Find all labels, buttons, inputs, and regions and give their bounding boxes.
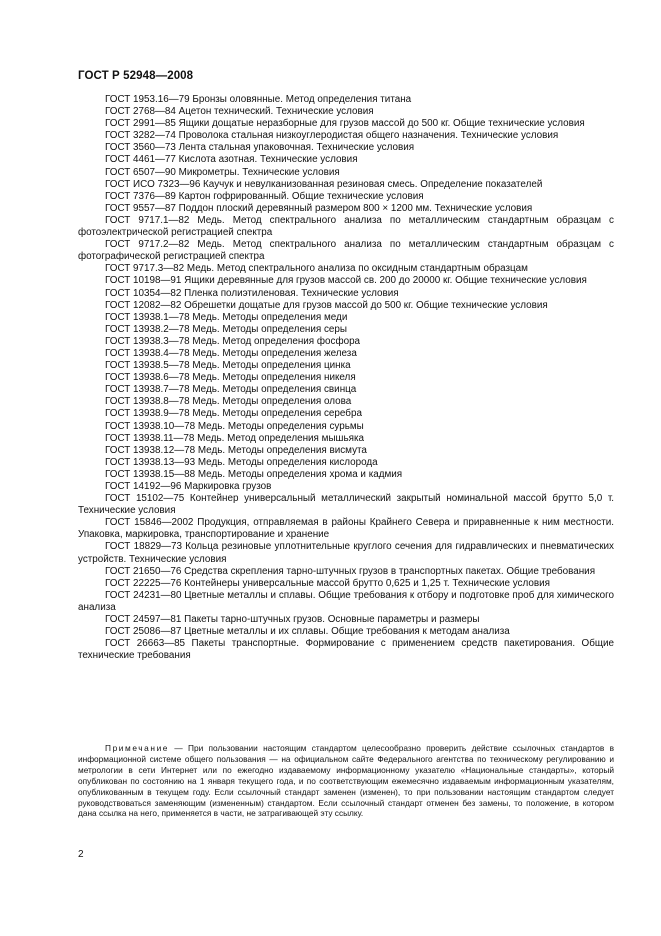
reference-item: ГОСТ 2768—84 Ацетон технический. Технические условия [105,106,374,118]
reference-item: ГОСТ 13938.9—78 Медь. Методы определения серебра [105,408,362,420]
reference-item: ГОСТ 22225—76 Контейнеры универсальные массой брутто 0,625 и 1,25 т. Технические условия [105,577,550,589]
reference-item: ГОСТ 9557—87 Поддон плоский деревянный размером 800 × 1200 мм. Технические условия [105,202,533,214]
reference-item: ГОСТ 13938.8—78 Медь. Методы определения олова [105,396,352,408]
reference-item: ГОСТ 13938.7—78 Медь. Методы определения свинца [105,384,357,396]
reference-item: ГОСТ 9717.3—82 Медь. Метод спектрального анализа по оксидным стандартным образцам [105,263,528,275]
note-paragraph [78,743,614,819]
reference-item: ГОСТ 26663—85 Пакеты транспортные. Формирование с применением средств пакетирования. Общие технические требования [78,638,614,662]
reference-item: ГОСТ 13938.10—78 Медь. Методы определения сурьмы [105,420,364,432]
reference-item: ГОСТ 1953.16—79 Бронзы оловянные. Метод определения титана [105,94,412,105]
reference-item: ГОСТ 15846—2002 Продукция, отправляемая в районы Крайнего Севера и приравненные к ним местности. Упаковка, маркировка, транспортирование и хранение [78,517,614,541]
reference-item: ГОСТ 13938.6—78 Медь. Методы определения никеля [105,372,356,384]
reference-item: ГОСТ 13938.1—78 Медь. Методы определения меди [105,311,348,323]
reference-item: ГОСТ 3560—73 Лента стальная упаковочная. Технические условия [105,142,415,154]
reference-item: ГОСТ 4461—77 Кислота азотная. Технические условия [105,154,358,166]
reference-item: ГОСТ 6507—90 Микрометры. Технические условия [105,166,340,178]
reference-item: ГОСТ 13938.15—88 Медь. Методы определения хрома и кадмия [105,468,403,480]
reference-item: ГОСТ 13938.3—78 Медь. Метод определения фосфора [105,335,361,347]
reference-item: ГОСТ 13938.13—93 Медь. Методы определения кислорода [105,456,378,468]
reference-item: ГОСТ 13938.4—78 Медь. Методы определения железа [105,347,357,359]
reference-item: ГОСТ 13938.11—78 Медь. Метод определения мышьяка [105,432,364,444]
reference-item: ГОСТ 25086—87 Цветные металлы и их сплавы. Общие требования к методам анализа [105,626,510,638]
reference-item: ГОСТ 24597—81 Пакеты тарно-штучных грузов. Основные параметры и размеры [105,614,480,626]
reference-item: ГОСТ 21650—76 Средства скрепления тарно-штучных грузов в транспортных пакетах. Общие требования [105,565,596,577]
reference-item: ГОСТ 15102—75 Контейнер универсальный металлический закрытый номинальной массой брутто 5,0 т. Технические условия [78,493,614,517]
reference-item: ГОСТ 10198—91 Ящики деревянные для грузов массой св. 200 до 20000 кг. Общие технические условия [105,275,587,287]
reference-item: ГОСТ 9717.1—82 Медь. Метод спектрального анализа по металлическим стандартным образцам с фотоэлектрической регистрацией спектра [78,214,614,239]
reference-item: ГОСТ 12082—82 Обрешетки дощатые для грузов массой до 500 кг. Общие технические условия [105,299,548,311]
reference-item: ГОСТ 13938.2—78 Медь. Методы определения серы [105,323,348,335]
reference-item: ГОСТ 7376—89 Картон гофрированный. Общие технические условия [105,190,424,202]
reference-item: ГОСТ 13938.12—78 Медь. Методы определения висмута [105,444,367,456]
document-header: ГОСТ Р 52948—2008 [78,70,194,82]
reference-item: ГОСТ 10354—82 Пленка полиэтиленовая. Технические условия [105,287,399,299]
reference-item: ГОСТ 9717.2—82 Медь. Метод спектрального анализа по металлическим стандартным образцам с фотографической регистрацией спектра [78,239,614,263]
reference-item: ГОСТ 14192—96 Маркировка грузов [105,481,272,492]
page-number: 2 [78,849,84,860]
reference-item: ГОСТ 3282—74 Проволока стальная низкоуглеродистая общего назначения. Технические условия [105,130,559,142]
reference-item: ГОСТ 13938.5—78 Медь. Методы определения цинка [105,360,351,372]
reference-item: ГОСТ 24231—80 Цветные металлы и сплавы. Общие требования к отбору и подготовке проб для химического анализа [78,589,614,613]
reference-item: ГОСТ ИСО 7323—96 Каучук и невулканизованная резиновая смесь. Определение показателей [105,178,543,190]
note-text: — При пользовании настоящим стандартом целесообразно проверить действие ссылочных стандартов в информационной системе общего пользования — на официальном сайте Федерального агентства по техническому регулированию и метрологии в сети Интернет или по ежегодно издаваемому информационному указателю «Национальные стандарты», который опубликован по состоянию на 1 января текущего года, и по соответствующим ежемесячно издаваемым информационным указателям, опубликованным в текущем году. Если ссылочный стандарт заменен (изменен), то при пользовании настоящим стандартом следует руководствоваться заменяющим (измененным) стандартом. Если ссылочный стандарт отменен без замены, то положение, в котором дана ссылка на него, применяется в части, не затрагивающей эту ссылку. [78,743,614,819]
reference-item: ГОСТ 2991—85 Ящики дощатые неразборные для грузов массой до 500 кг. Общие технические условия [105,118,585,130]
reference-item: ГОСТ 18829—73 Кольца резиновые уплотнительные круглого сечения для гидравлических и пневматических устройств. Технические условия [78,541,614,565]
note-label: Примечание [105,743,170,753]
normative-references-list [78,94,614,662]
